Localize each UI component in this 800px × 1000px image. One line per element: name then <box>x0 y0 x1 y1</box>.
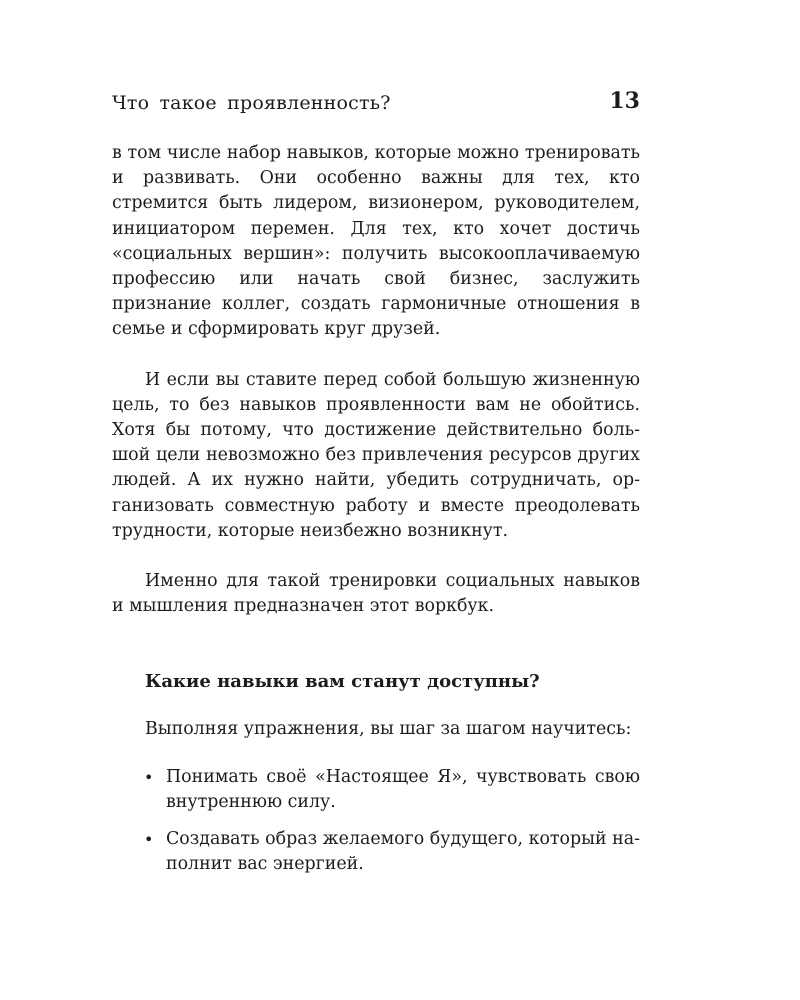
section-intro: Выполняя упражнения, вы шаг за шагом научитесь: <box>145 719 632 740</box>
paragraph-1: в том числе набор навыков, которые можно тренировать и развивать. Они особенно важны для тех, кто стремится быть лидером, визионером, руководителем, инициатором перемен. Для тех, кто хочет достичь «социальных вершин»: получить высокооплачиваемую профессию или начать свой бизнес, заслужить признание коллег, создать гармоничные отношения в семье и сформировать круг друзей. <box>112 143 640 340</box>
bullet-icon: • <box>144 767 154 787</box>
running-title: Что такое проявленность? <box>112 92 391 114</box>
section-heading: Какие навыки вам станут доступны? <box>145 671 540 693</box>
list-item <box>112 827 640 877</box>
running-header <box>112 88 640 120</box>
skills-list <box>112 765 640 878</box>
page-body <box>112 141 640 889</box>
bullet-icon: • <box>144 830 154 850</box>
list-item-text: Создавать образ желаемого будущего, который наполнит вас энергией. <box>166 829 640 875</box>
page-number: 13 <box>609 88 640 114</box>
paragraph-3: Именно для такой тренировки социальных навыков и мышления предназначен этот воркбук. <box>112 571 640 617</box>
list-item-text: Понимать своё «Настоящее Я», чувствовать свою внутреннюю силу. <box>166 766 640 812</box>
paragraph-2: И если вы ставите перед собой большую жизненную цель, то без навыков проявленности вам не обойтись. Хотя бы потому, что достижение действительно большой цели невозможно без привлечения ресурсов других людей. А их нужно найти, убедить сотрудничать, организовать совместную работу и вместе преодолевать трудности, которые неизбежно возникнут. <box>112 369 640 541</box>
list-item <box>112 765 640 815</box>
